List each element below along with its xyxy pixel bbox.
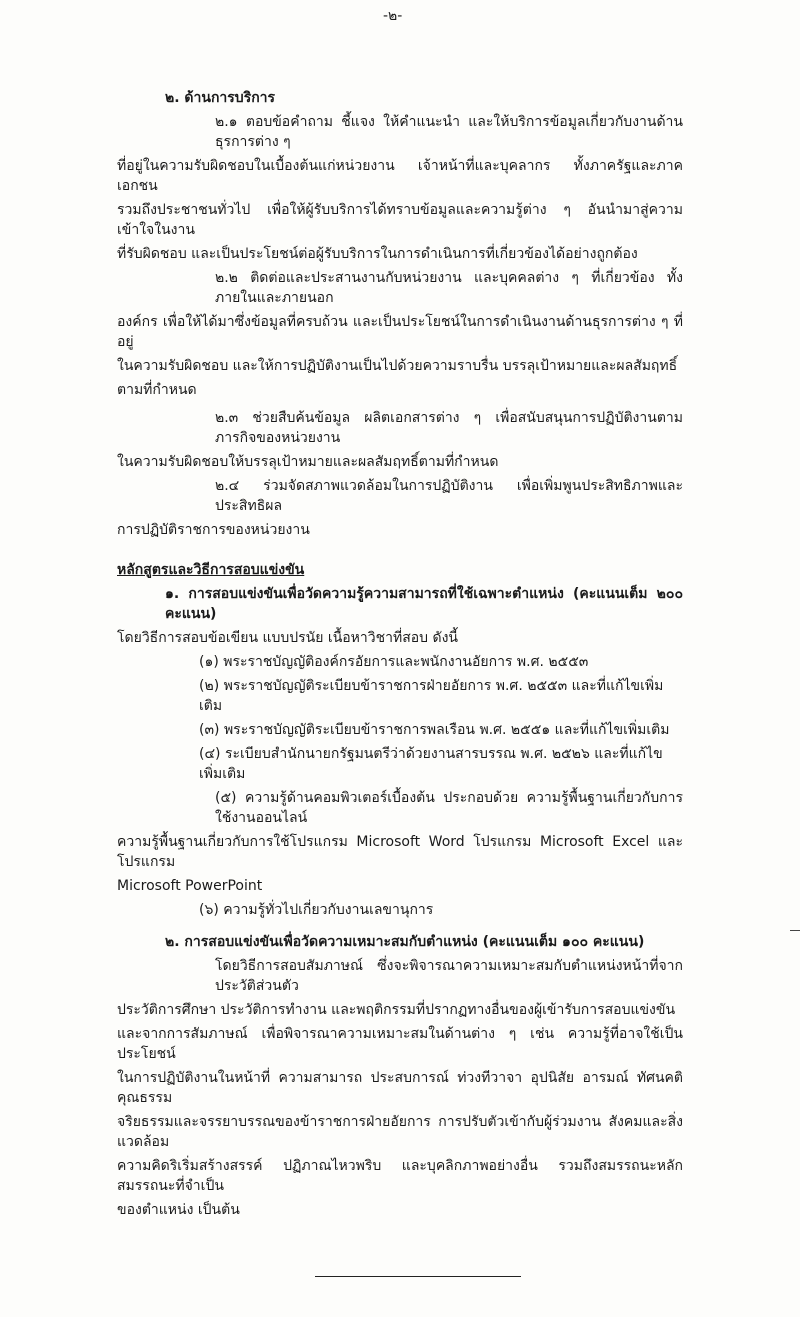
section-heading: ที่อยู่ในความรับผิดชอบในเบื้องต้นแก่หน่วยงาน เจ้าหน้าที่และบุคลากร ทั้งภาครัฐและภาคเอกชน: [117, 158, 683, 194]
text-line: ในความรับผิดชอบให้บรรลุเป้าหมายและผลสัมฤทธิ์ตามที่กำหนด: [117, 454, 499, 470]
text-line: ตามที่กำหนด: [117, 382, 197, 398]
section-heading: (๕) ความรู้ด้านคอมพิวเตอร์เบื้องต้น ประกอบด้วย ความรู้พื้นฐานเกี่ยวกับการใช้งานออนไลน์: [215, 790, 683, 826]
page-number: -๒-: [383, 8, 403, 24]
section-heading: ๒.๒ ติดต่อและประสานงานกับหน่วยงาน และบุคคลต่าง ๆ ที่เกี่ยวข้อง ทั้งภายในและภายนอก: [215, 270, 683, 306]
section-heading: หลักสูตรและวิธีการสอบแข่งขัน: [117, 562, 305, 578]
text-line: (๓) พระราชบัญญัติระเบียบข้าราชการพลเรือน พ.ศ. ๒๕๕๑ และที่แก้ไขเพิ่มเติม: [199, 722, 670, 738]
subsection-heading: ๒. การสอบแข่งขันเพื่อวัดความเหมาะสมกับตำแหน่ง (คะแนนเต็ม ๑๐๐ คะแนน): [165, 934, 645, 950]
document-body: [117, 0, 683, 1277]
text-line: (๑) พระราชบัญญัติองค์กรอัยการและพนักงานอัยการ พ.ศ. ๒๕๕๓: [199, 654, 589, 670]
end-divider-line: [315, 1276, 521, 1277]
section-heading: ในการปฏิบัติงานในหน้าที่ ความสามารถ ประสบการณ์ ท่วงทีวาจา อุปนิสัย อารมณ์ ทัศนคติ คุณธรรม: [117, 1070, 683, 1106]
text-line: (๖) ความรู้ทั่วไปเกี่ยวกับงานเลขานุการ: [199, 902, 434, 918]
text-line: การปฏิบัติราชการของหน่วยงาน: [117, 522, 310, 538]
section-heading: องค์กร เพื่อให้ได้มาซึ่งข้อมูลที่ครบถ้วน และเป็นประโยชน์ในการดำเนินงานด้านธุรการต่าง ๆ ที่อยู่: [117, 314, 683, 350]
text-line: ที่รับผิดชอบ และเป็นประโยชน์ต่อผู้รับบริการในการดำเนินการที่เกี่ยวข้องได้อย่างถูกต้อง: [117, 246, 638, 262]
section-heading: ความรู้พื้นฐานเกี่ยวกับการใช้โปรแกรม Microsoft Word โปรแกรม Microsoft Excel และโปรแกรม: [117, 834, 683, 870]
section-heading: ๒.๑ ตอบข้อคำถาม ชี้แจง ให้คำแนะนำ และให้บริการข้อมูลเกี่ยวกับงานด้านธุรการต่าง ๆ: [215, 114, 683, 150]
section-heading: ความคิดริเริ่มสร้างสรรค์ ปฏิภาณไหวพริบ และบุคลิกภาพอย่างอื่น รวมถึงสมรรถนะหลัก สมรรถนะที่จำเป็น: [117, 1158, 683, 1194]
section-heading: ๑. การสอบแข่งขันเพื่อวัดความรู้ความสามารถที่ใช้เฉพาะตำแหน่ง (คะแนนเต็ม ๒๐๐ คะแนน): [165, 586, 683, 622]
section-heading: ประวัติการศึกษา ประวัติการทำงาน และพฤติกรรมที่ปรากฏทางอื่นของผู้เข้ารับการสอบแข่งขัน: [117, 1002, 676, 1018]
text-line: (๒) พระราชบัญญัติระเบียบข้าราชการฝ่ายอัยการ พ.ศ. ๒๕๕๓ และที่แก้ไขเพิ่มเติม: [199, 678, 664, 714]
text-line: Microsoft PowerPoint: [117, 878, 263, 894]
text-line: โดยวิธีการสอบข้อเขียน แบบปรนัย เนื้อหาวิชาที่สอบ ดังนี้: [117, 630, 458, 646]
section-heading: จริยธรรมและจรรยาบรรณของข้าราชการฝ่ายอัยการ การปรับตัวเข้ากับผู้ร่วมงาน สังคมและสิ่งแวดล้อม: [117, 1114, 683, 1150]
subsection-heading: ๒. ด้านการบริการ: [165, 90, 276, 106]
text-line: ของตำแหน่ง เป็นต้น: [117, 1202, 240, 1218]
section-heading: รวมถึงประชาชนทั่วไป เพื่อให้ผู้รับบริการได้ทราบข้อมูลและความรู้ต่าง ๆ อันนำมาสู่ความเข้าใจในงาน: [117, 202, 683, 238]
section-heading: และจากการสัมภาษณ์ เพื่อพิจารณาความเหมาะสมในด้านต่าง ๆ เช่น ความรู้ที่อาจใช้เป็นประโยชน์: [117, 1026, 683, 1062]
section-heading: ในความรับผิดชอบ และให้การปฏิบัติงานเป็นไปด้วยความราบรื่น บรรลุเป้าหมายและผลสัมฤทธิ์: [117, 358, 678, 374]
text-line: (๔) ระเบียบสำนักนายกรัฐมนตรีว่าด้วยงานสารบรรณ พ.ศ. ๒๕๒๖ และที่แก้ไขเพิ่มเติม: [199, 746, 663, 782]
section-heading: ๒.๓ ช่วยสืบค้นข้อมูล ผลิตเอกสารต่าง ๆ เพื่อสนับสนุนการปฏิบัติงานตามภารกิจของหน่วยงาน: [215, 410, 683, 446]
scan-edge-mark: [790, 930, 800, 931]
section-heading: โดยวิธีการสอบสัมภาษณ์ ซึ่งจะพิจารณาความเหมาะสมกับตำแหน่งหน้าที่จากประวัติส่วนตัว: [215, 958, 683, 994]
section-heading: ๒.๔ ร่วมจัดสภาพแวดล้อมในการปฏิบัติงาน เพื่อเพิ่มพูนประสิทธิภาพและประสิทธิผล: [215, 478, 683, 514]
